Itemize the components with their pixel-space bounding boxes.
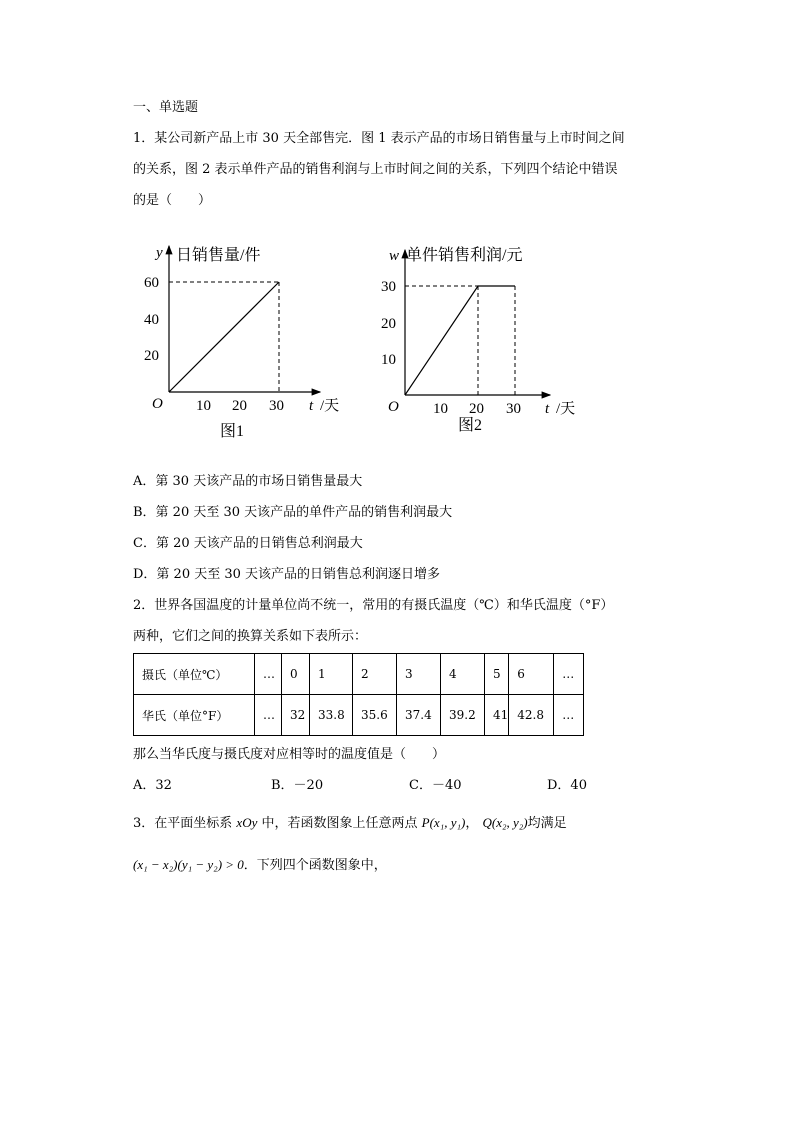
table-cell: 3 [397,654,441,695]
table-cell: … [554,654,584,695]
fig2-x-tick-20: 20 [469,401,484,417]
figure-2-chart [378,238,598,443]
table-cell: 42.8 [509,695,554,736]
q3-rest: ．下列四个函数图象中， [243,858,387,873]
q3-sep: ， [465,816,479,831]
fig2-y-tick-30: 30 [381,279,396,295]
q1-text-line2: 的关系，图 2 表示单件产品的销售利润与上市时间之间的关系，下列四个结论中错误 [133,162,618,177]
table-cell: 0 [282,654,310,695]
fig1-x-tick-30: 30 [269,398,284,414]
q1-text-line1: 1．某公司新产品上市 30 天全部售完．图 1 表示产品的市场日销售量与上市时间之间 [133,131,625,146]
fig1-y-tick-20: 20 [144,348,159,364]
q1-option-d: D．第 20 天至 30 天该产品的日销售总利润逐日增多 [133,567,441,582]
fig1-ylabel: 日销售量/件 [176,247,261,264]
fig2-x-tick-30: 30 [506,401,521,417]
q3-text-line1 [133,815,567,832]
fig1-ylabel-var: y [156,245,163,261]
fig2-xlabel-var: t [545,401,550,417]
fig2-caption: 图2 [458,417,483,434]
q2-text-line2: 两种，它们之间的换算关系如下表所示： [133,629,368,644]
fig1-x-tick-20: 20 [232,398,247,414]
fig2-series-line [405,286,515,395]
q2-option-a: A．32 [133,778,172,793]
fig1-y-tick-60: 60 [144,275,159,291]
fig1-origin: O [152,396,163,412]
q2-question: 那么当华氏度与摄氏度对应相等时的温度值是（ ） [133,747,446,762]
table-cell: … [554,695,584,736]
fig2-xlabel: /天 [556,401,576,417]
table-cell: … [255,654,282,695]
table-cell: 39.2 [441,695,485,736]
q3-lead: 3．在平面坐标系 [133,816,233,831]
fig2-origin: O [388,399,399,415]
fig2-y-tick-10: 10 [381,352,396,368]
q3-condition: (x₁ − x₂)(y₁ − y₂) > 0 [133,857,244,872]
fig1-xlabel: /天 [320,398,340,414]
table-cell: 1 [310,654,353,695]
q3-point-q: Q(x₂, y₂) [482,815,528,830]
table-cell: 5 [485,654,509,695]
table-cell: 华氏（单位°F） [134,695,255,736]
table-cell: 6 [509,654,554,695]
fig2-x-tick-10: 10 [433,401,448,417]
table-cell: 33.8 [310,695,353,736]
fig1-x-tick-10: 10 [196,398,211,414]
fig1-y-tick-40: 40 [144,312,159,328]
q3-tail: 均满足 [527,816,567,831]
table-cell: 2 [353,654,397,695]
fig2-y-tick-20: 20 [381,316,396,332]
q2-text-line1: 2．世界各国温度的计量单位尚不统一，常用的有摄氏温度（℃）和华氏温度（°F） [133,598,614,613]
q2-option-b: B．－20 [271,778,324,793]
table-cell: 32 [282,695,310,736]
fig1-xlabel-var: t [309,398,314,414]
q3-mid: 中，若函数图象上任意两点 [261,816,418,831]
table-cell: 摄氏（单位℃） [134,654,255,695]
q1-text-line3: 的是（ ） [133,193,212,208]
q3-point-p: P(x₁, y₁) [421,815,466,830]
q3-text-line2 [133,857,387,874]
table-cell: 41 [485,695,509,736]
table-cell: 35.6 [353,695,397,736]
q1-option-c: C．第 20 天该产品的日销售总利润最大 [133,536,363,551]
fig1-caption: 图1 [220,423,245,440]
temperature-conversion-table [133,653,584,736]
q1-option-a: A．第 30 天该产品的市场日销售量最大 [133,474,363,489]
fig2-ylabel-var: w [389,248,400,264]
q2-option-c: C．－40 [409,778,462,793]
table-cell: … [255,695,282,736]
table-row-fahrenheit [134,695,584,736]
table-cell: 4 [441,654,485,695]
fig2-ylabel: 单件销售利润/元 [406,247,523,264]
table-cell: 37.4 [397,695,441,736]
figure-1-chart [140,238,360,443]
section-title: 一、单选题 [133,100,199,115]
fig1-series-line [169,282,279,392]
q2-option-d: D．40 [547,778,587,793]
q3-coord-system: xOy [236,815,258,830]
table-row-celsius [134,654,584,695]
q1-option-b: B．第 20 天至 30 天该产品的单件产品的销售利润最大 [133,505,453,520]
